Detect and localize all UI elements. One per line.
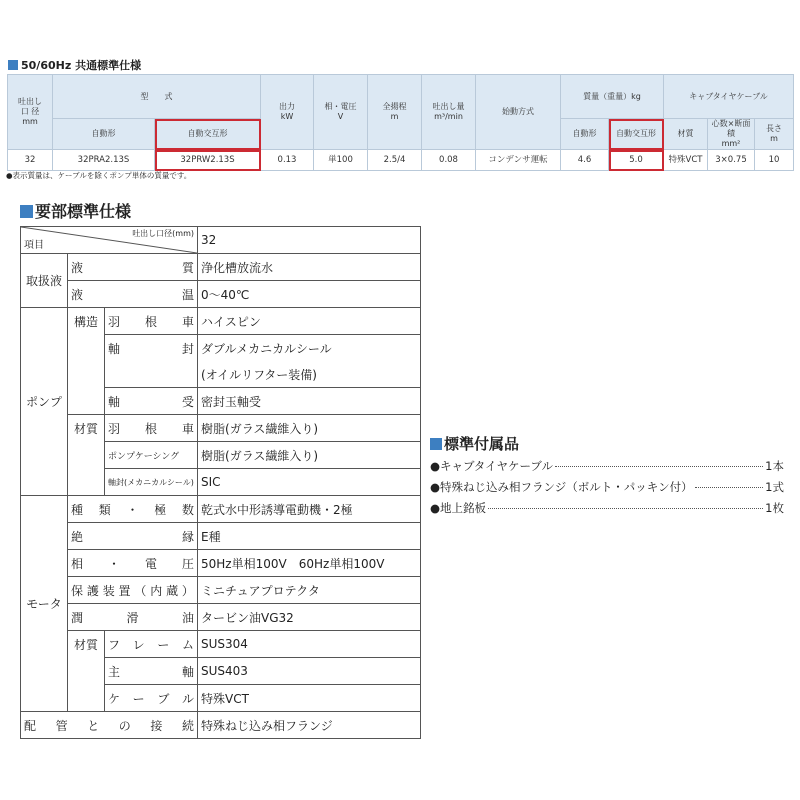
- model-alt-value: 32PRW2.13S: [155, 150, 261, 171]
- head-value: 2.5/4: [368, 150, 422, 171]
- phase-value: 単100: [314, 150, 368, 171]
- accessories-title-text: 標準付属品: [444, 435, 520, 453]
- head-header: 全揚程 m: [368, 75, 422, 150]
- pump-material-label: 材質: [68, 415, 105, 496]
- lube-label: 潤 滑 油: [68, 604, 198, 631]
- pump-structure-label: 構造: [68, 308, 105, 415]
- impeller-label: 羽 根 車: [105, 308, 198, 335]
- cable-length-value: 10: [755, 150, 794, 171]
- outlet-diameter-label: 吐出し口径(mm): [132, 229, 195, 238]
- accessory-qty: 1枚: [765, 501, 784, 515]
- casing-label: ポンプケーシング: [105, 442, 198, 469]
- protect-label: 保 護 装 置 （ 内 蔵 ）: [68, 577, 198, 604]
- accessory-qty: 1本: [765, 459, 784, 473]
- item-label: 項目: [24, 240, 44, 251]
- mass-auto-value: 4.6: [561, 150, 609, 171]
- casing-value: 樹脂(ガラス繊維入り): [198, 442, 421, 469]
- leader-dots: [555, 466, 763, 467]
- flow-header: 吐出し量 m³/min: [422, 75, 476, 150]
- impeller-value: ハイスピン: [198, 308, 421, 335]
- diagonal-header-cell: [21, 227, 198, 254]
- frame-label: フ レ ー ム: [105, 631, 198, 658]
- outlet-header: 吐出し 口 径 mm: [8, 75, 53, 150]
- cable-value: 特殊VCT: [198, 685, 421, 712]
- list-item: [430, 479, 784, 495]
- main-spec-table: [20, 226, 421, 739]
- start-method-value: コンデンサ運転: [476, 150, 561, 171]
- motor-group-label: モータ: [21, 496, 68, 712]
- lube-value: タービン油VG32: [198, 604, 421, 631]
- motor-phase-value: 50Hz単相100V 60Hz単相100V: [198, 550, 421, 577]
- accessories-title: [430, 433, 519, 454]
- leader-dots: [695, 487, 764, 488]
- mass-alt-value: 5.0: [609, 150, 664, 171]
- list-item: [430, 500, 784, 516]
- temp-label: 液 温: [68, 281, 198, 308]
- outlet-value: 32: [8, 150, 53, 171]
- output-header: 出力 kW: [261, 75, 314, 150]
- blue-square-icon: [430, 438, 442, 450]
- list-item: [430, 458, 784, 474]
- model-auto-header: 自動形: [53, 119, 155, 150]
- top-table-title-text: 50/60Hz 共通標準仕様: [21, 59, 142, 72]
- table-row: [8, 150, 794, 171]
- spec-table-title-text: 要部標準仕様: [35, 202, 132, 221]
- cable-label: ケ ー ブ ル: [105, 685, 198, 712]
- cable-material-header: 材質: [664, 119, 708, 150]
- leader-dots: [488, 508, 763, 509]
- shaft-value: SUS403: [198, 658, 421, 685]
- insulation-label: 絶 縁: [68, 523, 198, 550]
- accessory-name: ●特殊ねじ込み相フランジ（ボルト・パッキン付）: [430, 480, 693, 494]
- temp-value: 0～40℃: [198, 281, 421, 308]
- seal-label: 軸 封: [105, 335, 198, 388]
- start-method-header: 始動方式: [476, 75, 561, 150]
- cable-header: キャブタイヤケーブル: [664, 75, 794, 119]
- shaft-label: 主 軸: [105, 658, 198, 685]
- seal-value-2: (オイルリフター装備): [198, 361, 421, 388]
- model-alt-header: 自動交互形: [155, 119, 261, 150]
- mseal-value: SIC: [198, 469, 421, 496]
- mass-note: ●表示質量は、ケーブルを除くポンプ単体の質量です。: [6, 171, 192, 180]
- bearing-value: 密封玉軸受: [198, 388, 421, 415]
- protect-value: ミニチュアプロテクタ: [198, 577, 421, 604]
- seal-value-1: ダブルメカニカルシール: [198, 335, 421, 362]
- motor-material-label: 材質: [68, 631, 105, 712]
- insulation-value: E種: [198, 523, 421, 550]
- frame-value: SUS304: [198, 631, 421, 658]
- blue-square-icon: [20, 205, 33, 218]
- phase-header: 相・電圧 V: [314, 75, 368, 150]
- spec-table-title: [20, 199, 131, 222]
- accessory-qty: 1式: [765, 480, 784, 494]
- mass-header: 質量（重量）kg: [561, 75, 664, 119]
- outlet-diameter-value: 32: [198, 227, 421, 254]
- bearing-label: 軸 受: [105, 388, 198, 415]
- cable-length-header: 長さ m: [755, 119, 794, 150]
- cable-cores-value: 3×0.75: [708, 150, 755, 171]
- cable-material-value: 特殊VCT: [664, 150, 708, 171]
- common-spec-table: [7, 74, 794, 171]
- model-auto-value: 32PRA2.13S: [53, 150, 155, 171]
- output-value: 0.13: [261, 150, 314, 171]
- top-table-title: [8, 57, 141, 73]
- mat-impeller-label: 羽 根 車: [105, 415, 198, 442]
- liquid-value: 浄化槽放流水: [198, 254, 421, 281]
- mat-impeller-value: 樹脂(ガラス繊維入り): [198, 415, 421, 442]
- flow-value: 0.08: [422, 150, 476, 171]
- motor-type-value: 乾式水中形誘導電動機・2極: [198, 496, 421, 523]
- motor-phase-label: 相 ・ 電 圧: [68, 550, 198, 577]
- blue-square-icon: [8, 60, 18, 70]
- accessory-name: ●キャブタイヤケーブル: [430, 459, 553, 473]
- pump-group-label: ポンプ: [21, 308, 68, 496]
- handling-group-label: 取扱液: [21, 254, 68, 308]
- connection-value: 特殊ねじ込み相フランジ: [198, 712, 421, 739]
- cable-cores-header: 心数×断面積 mm²: [708, 119, 755, 150]
- motor-type-label: 種 類 ・ 極 数: [68, 496, 198, 523]
- mseal-label: 軸封(メカニカルシール): [105, 469, 198, 496]
- accessory-name: ●地上銘板: [430, 501, 487, 515]
- mass-auto-header: 自動形: [561, 119, 609, 150]
- liquid-label: 液 質: [68, 254, 198, 281]
- mass-alt-header: 自動交互形: [609, 119, 664, 150]
- connection-label: 配 管 と の 接 続: [21, 712, 198, 739]
- model-header: 型 式: [53, 75, 261, 119]
